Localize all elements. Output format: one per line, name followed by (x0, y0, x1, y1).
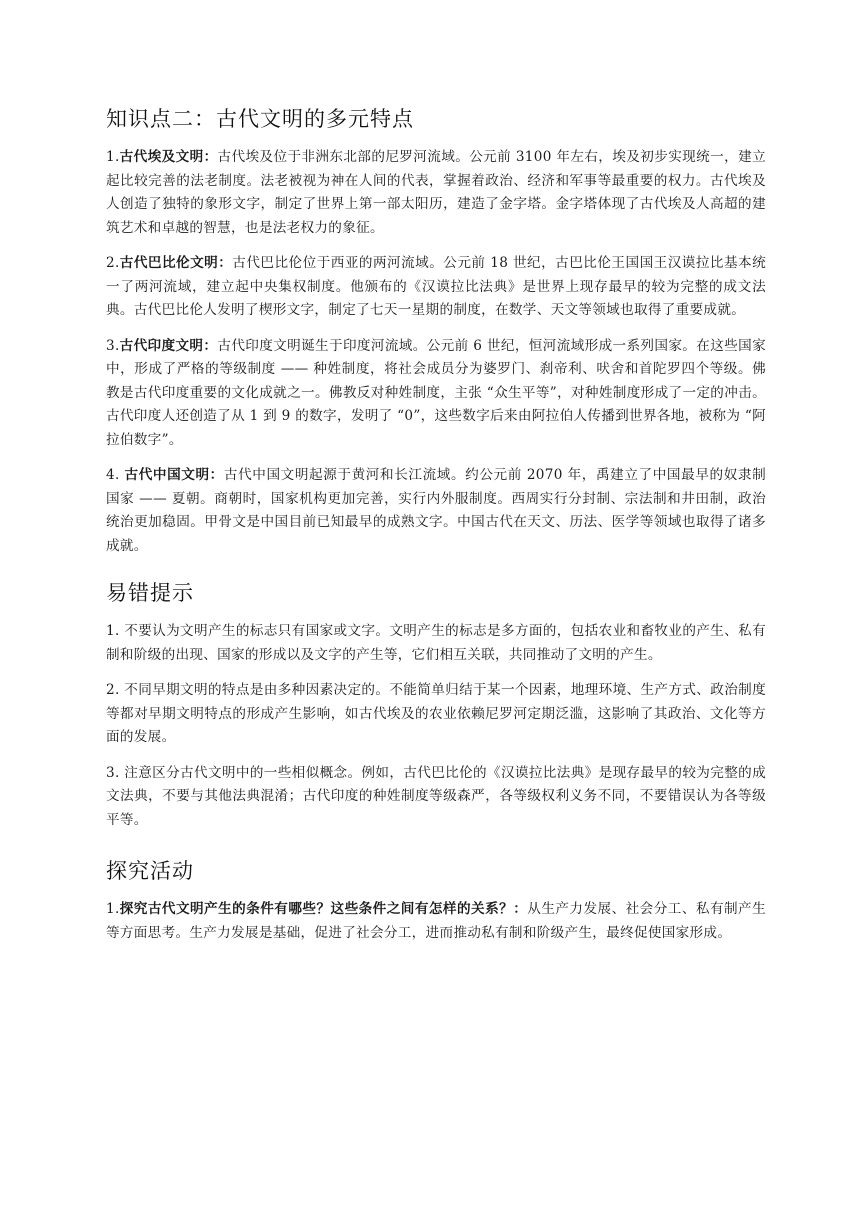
item-number: 1. (106, 901, 120, 917)
item-text: 古代埃及位于非洲东北部的尼罗河流域。公元前 3100 年左右，埃及初步实现统一，建立起比较完善的法老制度。法老被视为神在人间的代表，掌握着政治、经济和军事等最重要的权力。古代埃及人创造了独特的象形文字，制定了世界上第一部太阳历，建造了金字塔。金字塔体现了古代埃及人高超的建筑艺术和卓越的智慧，也是法老权力的象征。 (106, 149, 766, 236)
inquiry-item (106, 898, 766, 945)
paragraph-china (106, 464, 766, 558)
section-heading-pitfalls: 易错提示 (106, 581, 194, 605)
item-number: 4. (106, 467, 125, 483)
item-text: 古代印度文明诞生于印度河流域。公元前 6 世纪，恒河流域形成一系列国家。在这些国家中，形成了严格的等级制度 —— 种姓制度，将社会成员分为婆罗门、刹帝利、吠舍和首陀罗四个等级。佛教是古代印度重要的文化成就之一。佛教反对种姓制度，主张 “众生平等”，对种姓制度形成了一定的冲击。古代印度人还创造了从 1 到 9 的数字，发明了 “0”，这些数字后来由阿拉伯人传播到世界各地，被称为 “阿拉伯数字”。 (106, 337, 766, 448)
item-text: 古代中国文明起源于黄河和长江流域。约公元前 2070 年，禹建立了中国最早的奴隶制国家 —— 夏朝。商朝时，国家机构更加完善，实行内外服制度。西周实行分封制、宗法制和井田制，政治统治更加稳固。甲骨文是中国目前已知最早的成熟文字。中国古代在天文、历法、医学等领域也取得了诸多成就。 (106, 467, 766, 554)
item-text: 古代巴比伦位于西亚的两河流域。公元前 18 世纪，古巴比伦王国国王汉谟拉比基本统一了两河流域，建立起中央集权制度。他颁布的《汉谟拉比法典》是世界上现存最早的较为完整的成文法典。古代巴比伦人发明了楔形文字，制定了七天一星期的制度，在数学、天文等领域也取得了重要成就。 (106, 255, 766, 318)
item-title: 古代埃及文明 (119, 149, 204, 165)
item-separator: ： (218, 255, 233, 271)
item-separator: ： (203, 149, 218, 165)
item-separator: ： (513, 901, 528, 917)
item-title: 古代中国文明 (124, 467, 210, 483)
item-title: 古代巴比伦文明 (119, 255, 219, 271)
section-heading-inquiry: 探究活动 (106, 859, 194, 883)
item-title: 探究古代文明产生的条件有哪些？这些条件之间有怎样的关系？ (119, 901, 514, 917)
pitfall-item: 3. 注意区分古代文明中的一些相似概念。例如，古代巴比伦的《汉谟拉比法典》是现存最早的较为完整的成文法典，不要与其他法典混淆；古代印度的种姓制度等级森严，各等级权利义务不同，不要错误认为各等级平等。 (106, 764, 766, 828)
section-heading-features: 知识点二：古代文明的多元特点 (106, 107, 414, 131)
paragraph-egypt (106, 146, 766, 240)
item-separator: ： (209, 467, 224, 483)
item-text: 从生产力发展、社会分工、私有制产生等方面思考。生产力发展是基础，促进了社会分工，进而推动私有制和阶级产生，最终促使国家形成。 (106, 901, 766, 941)
paragraph-india (106, 335, 766, 453)
item-title: 古代印度文明 (119, 337, 204, 354)
item-number: 2. (106, 255, 120, 271)
item-separator: ： (203, 337, 218, 354)
paragraph-babylon (106, 252, 766, 323)
item-number: 1. (106, 149, 120, 165)
document-page (106, 100, 766, 957)
pitfall-item: 2. 不同早期文明的特点是由多种因素决定的。不能简单归结于某一个因素，地理环境、生产方式、政治制度等都对早期文明特点的形成产生影响，如古代埃及的农业依赖尼罗河定期泛滥，这影响了其政治、文化等方面的发展。 (106, 682, 766, 745)
item-number: 3. (106, 337, 120, 354)
pitfall-item: 1. 不要认为文明产生的标志只有国家或文字。文明产生的标志是多方面的，包括农业和畜牧业的产生、私有制和阶级的出现、国家的形成以及文字的产生等，它们相互关联，共同推动了文明的产生。 (106, 623, 766, 663)
